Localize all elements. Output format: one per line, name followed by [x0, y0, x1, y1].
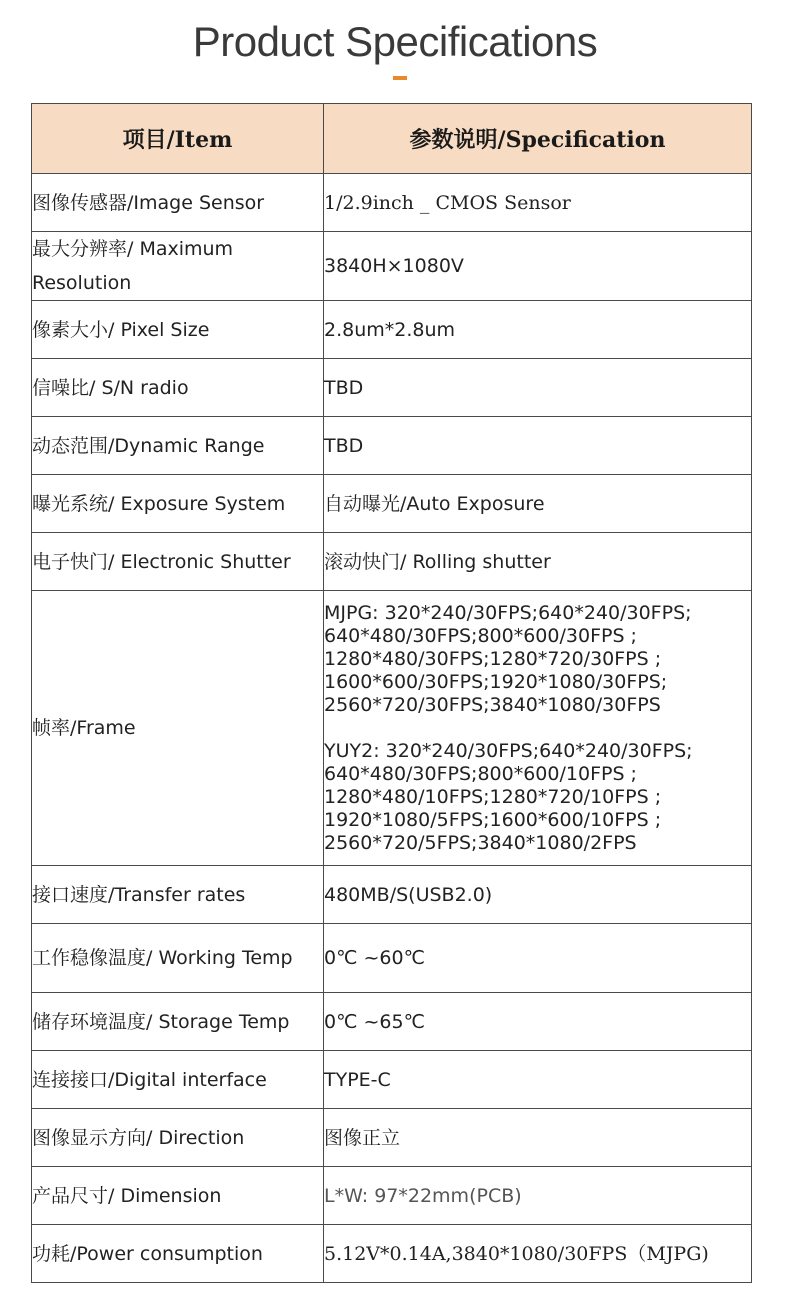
table-row	[32, 1109, 752, 1167]
row-value: 2.8um*2.8um	[324, 301, 752, 359]
row-label: 动态范围/Dynamic Range	[32, 417, 324, 475]
row-value: 自动曝光/Auto Exposure	[324, 475, 752, 533]
row-label: 工作稳像温度/ Working Temp	[32, 924, 324, 993]
mjpg-line: MJPG: 320*240/30FPS;640*240/30FPS;	[324, 601, 692, 624]
row-label: 帧率/Frame	[32, 591, 324, 866]
frame-rate-value	[324, 591, 752, 866]
row-value: 3840H×1080V	[324, 232, 752, 301]
yuy2-line: 1280*480/10FPS;1280*720/10FPS ;	[324, 785, 662, 808]
row-value: L*W: 97*22mm(PCB)	[324, 1167, 752, 1225]
table-row	[32, 1167, 752, 1225]
row-value: TBD	[324, 417, 752, 475]
table-row	[32, 174, 752, 232]
row-value: 0℃ ~65℃	[324, 993, 752, 1051]
table-row	[32, 1225, 752, 1283]
table-row	[32, 301, 752, 359]
row-value: 0℃ ~60℃	[324, 924, 752, 993]
page-title: Product Specifications	[192, 18, 598, 65]
table-row	[32, 866, 752, 924]
row-label: 功耗/Power consumption	[32, 1225, 324, 1283]
row-value: 图像正立	[324, 1109, 752, 1167]
row-value: TBD	[324, 359, 752, 417]
mjpg-line: 640*480/30FPS;800*600/30FPS ;	[324, 624, 637, 647]
row-label: 产品尺寸/ Dimension	[32, 1167, 324, 1225]
table-row	[32, 924, 752, 993]
spec-table	[31, 103, 752, 1283]
row-value: 1/2.9inch _ CMOS Sensor	[324, 174, 752, 232]
mjpg-line: 1280*480/30FPS;1280*720/30FPS ;	[324, 647, 662, 670]
frame-rate-list	[324, 602, 751, 855]
mjpg-line: 1600*600/30FPS;1920*1080/30FPS;	[324, 670, 668, 693]
table-row	[32, 591, 752, 866]
row-label: 最大分辨率/ Maximum Resolution	[32, 232, 324, 301]
header-item: 项目/Item	[32, 104, 324, 174]
title-accent-bar	[393, 76, 407, 80]
mjpg-line: 2560*720/30FPS;3840*1080/30FPS	[324, 693, 661, 716]
table-row	[32, 533, 752, 591]
row-label: 接口速度/Transfer rates	[32, 866, 324, 924]
row-label: 曝光系统/ Exposure System	[32, 475, 324, 533]
row-label: 像素大小/ Pixel Size	[32, 301, 324, 359]
table-header-row	[32, 104, 752, 174]
yuy2-line: 1920*1080/5FPS;1600*600/10FPS ;	[324, 808, 662, 831]
row-label: 信噪比/ S/N radio	[32, 359, 324, 417]
row-value: TYPE-C	[324, 1051, 752, 1109]
table-row	[32, 475, 752, 533]
row-label: 图像显示方向/ Direction	[32, 1109, 324, 1167]
row-label: 电子快门/ Electronic Shutter	[32, 533, 324, 591]
row-label: 储存环境温度/ Storage Temp	[32, 993, 324, 1051]
yuy2-line: 2560*720/5FPS;3840*1080/2FPS	[324, 831, 637, 854]
row-label: 图像传感器/Image Sensor	[32, 174, 324, 232]
table-row	[32, 417, 752, 475]
table-row	[32, 232, 752, 301]
row-value: 5.12V*0.14A,3840*1080/30FPS（MJPG)	[324, 1225, 752, 1283]
row-label: 连接接口/Digital interface	[32, 1051, 324, 1109]
yuy2-line: 640*480/30FPS;800*600/10FPS ;	[324, 762, 637, 785]
yuy2-line: YUY2: 320*240/30FPS;640*240/30FPS;	[324, 739, 693, 762]
table-row	[32, 359, 752, 417]
table-row	[32, 1051, 752, 1109]
table-row	[32, 993, 752, 1051]
row-value: 480MB/S(USB2.0)	[324, 866, 752, 924]
header-specification: 参数说明/Specification	[324, 104, 752, 174]
row-value: 滚动快门/ Rolling shutter	[324, 533, 752, 591]
spacer	[324, 717, 751, 740]
